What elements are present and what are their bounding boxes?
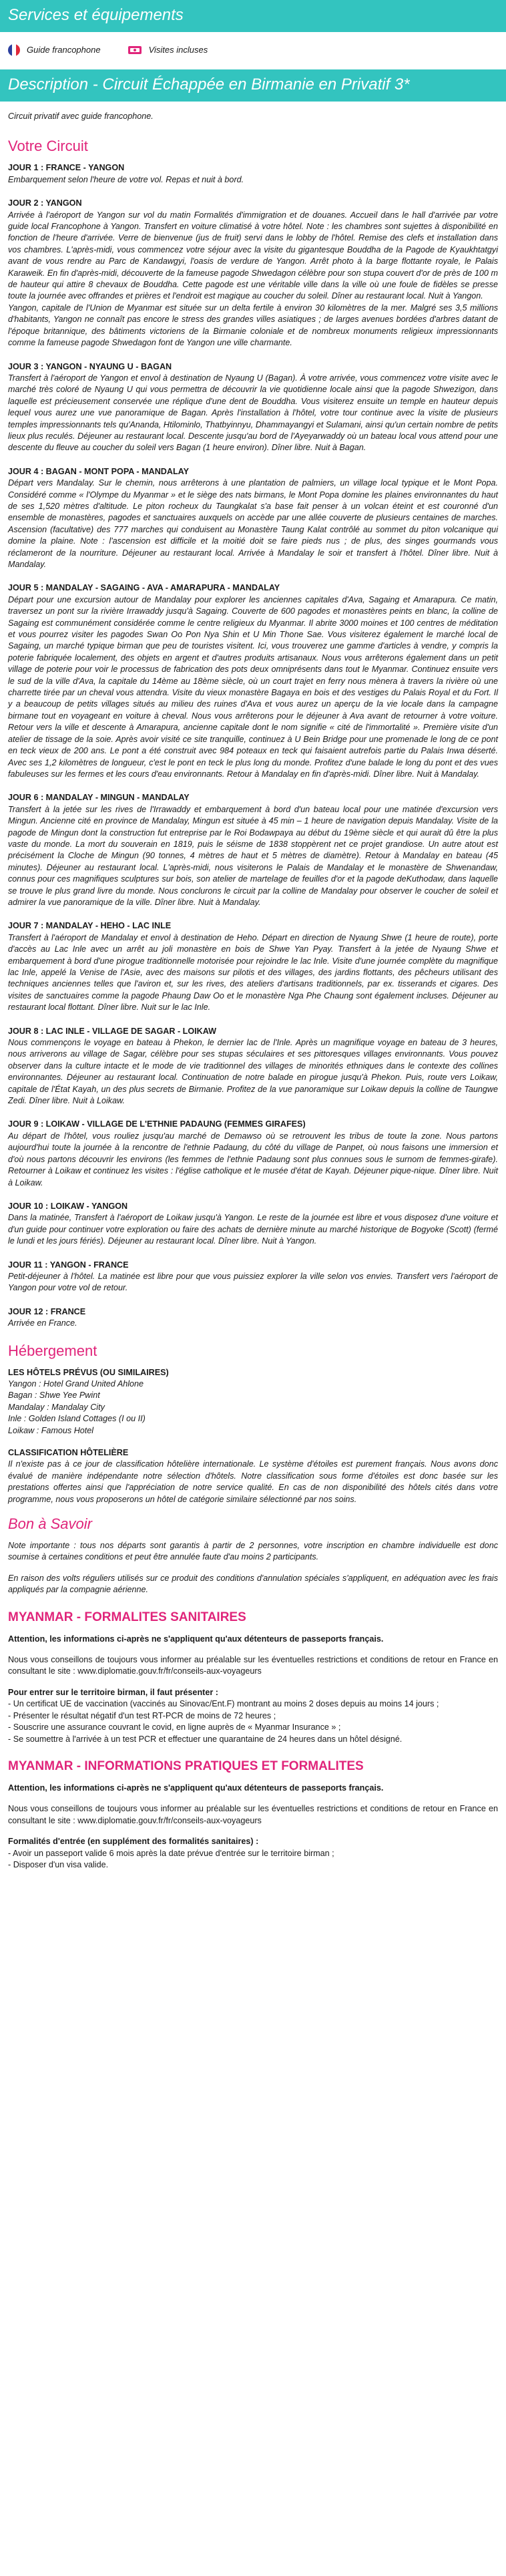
itinerary-day	[8, 466, 498, 571]
info-paragraph: Note importante : tous nos départs sont garantis à partir de 2 personnes, votre inscription en chambre individuelle est donc soumise à certaines conditions et peut être annulée faute d'au moins 2 participants.	[8, 1541, 498, 1562]
day-body: Transfert à l'aéroport de Yangon et envol à destination de Nyaung U (Bagan). À votre arrivée, vous commencez votre visite avec le marché très coloré de Nyaung U qui vous permettra de découvrir la vie quotidienne locale ainsi que la pagode Shwezigon, dans laquelle est précieusement conservée une réplique d'une dent de Bouddha. Vous visiterez ensuite un temple en hauteur depuis lequel vous aurez une vue panoramique de Bagan. Après l'installation à l'hôtel, votre tour continue avec la visite de plusieurs temples impressionnants tels qu'Ananda, Htilominlo, Thatbyinnyu, Dhammayangyi et Sulamani, ainsi qu'un certain nombre de petits lieux plus reculés. Déjeuner au restaurant local. Descente jusqu'au bord de l'Ayeyarwaddy où un bateau local vous attend pour une descente du fleuve au coucher du soleil vers Bagan (1 heure environ). Dîner libre. Nuit à Bagan.	[8, 373, 498, 453]
lodging-title: Hébergement	[8, 1342, 97, 1359]
formalities-list	[8, 1848, 498, 1871]
day-title: JOUR 1 : FRANCE - YANGON	[8, 163, 125, 173]
day-body: Nous commençons le voyage en bateau à Phekon, le dernier lac de l'Inle. Après un magnifique voyage en bateau de 3 heures, nous arriverons au village de Sagar, célèbre pour ses stupas séculaires et ses pittoresques villages environnants. Vous pouvez observer dans la culture intacte et le mode de vie traditionnel des villages de minorités ethniques dans le contexte des collines environnantes. Déjeuner au restaurant local. Continuation de notre balade en pirogue jusqu'à Phekon. Puis, route vers Loikaw, capitale de l'État Kayah, un des plus secrets de Birmanie. Profitez de la vue panoramique sur Loikaw depuis la colline de Taungwe Zedi. Dîner libre. Nuit à Loikaw.	[8, 1038, 498, 1106]
hotel-item: Bagan : Shwe Yee Pwint	[8, 1391, 100, 1401]
itinerary-day	[8, 1119, 498, 1188]
classification-text: Il n'existe pas à ce jour de classification hôtelière internationale. Le système d'étoiles est purement français. Nous avons donc évalué de manière indépendante notre sélection d'hôtels. Notre classification sous forme d'étoiles est donc basée sur les prestations offertes ainsi que l'appréciation de notre service qualité. En cas de non disponibilité des hôtels cités dans votre programme, nous vous proposerons un hôtel de catégorie similaire sélectionné par nos soins.	[8, 1459, 498, 1504]
hotel-item: Yangon : Hotel Grand United Ahlone	[8, 1378, 144, 1389]
formalities-heading: Formalités d'entrée (en supplément des formalités sanitaires) :	[8, 1837, 259, 1847]
hotel-list	[8, 1367, 498, 1437]
french-flag-icon	[8, 44, 20, 56]
day-body: Embarquement selon l'heure de votre vol. Repas et nuit à bord.	[8, 174, 244, 184]
info-paragraph: En raison des volts réguliers utilisés sur ce produit des conditions d'annulation spéciales s'appliquent, en adéquation avec les frais appliqués par la compagnie aérienne.	[8, 1573, 498, 1595]
services-section	[0, 0, 506, 69]
services-row	[0, 32, 506, 69]
itinerary-day	[8, 1306, 498, 1330]
list-item: - Présenter le résultat négatif d'un test RT-PCR de moins de 72 heures ;	[8, 1710, 498, 1722]
day-body: Transfert à l'aéroport de Mandalay et envol à destination de Heho. Départ en direction de Nyaung Shwe (1 heure de route), porte d'accès au Lac Inle avec un arrêt au joli monastère en bois de Shwe Yan Pyay. Transfert à la jetée de Nyaung Shwe et embarquement à bord d'une pirogue traditionnelle motorisée pour rejoindre le lac Inle. Visite d'une journée complète du magnifique lac Inle, appelé la Venise de l'Asie, avec des maisons sur pilotis et des villages, des jardins flottants, des pêcheurs utilisant des techniques anciennes telles que l'aviron et, sur les rives, des ateliers d'artisans traditionnels, par ex. tisserands et cigares. Des visites de sanctuaires comme la pagode Phaung Daw Oo et le monastère Nga Phe Chaung sont également incluses. Déjeuner au restaurant local flottant. Dîner libre. Nuit sur le lac Inle.	[8, 932, 498, 1013]
list-item: - Disposer d'un visa valide.	[8, 1859, 498, 1871]
day-title: JOUR 11 : YANGON - FRANCE	[8, 1260, 129, 1270]
practical-advice: Nous vous conseillons de toujours vous informer au préalable sur les éventuelles restrictions et conditions de retour en France en consultant le site : www.diplomatie.gouv.fr/fr/conseils-aux-voyageurs	[8, 1804, 498, 1825]
classification-heading: CLASSIFICATION HÔTELIÈRE	[8, 1448, 129, 1457]
day-body: Départ pour une excursion autour de Mandalay pour explorer les anciennes capitales d'Ava, Sagaing et Amarapura. Ce matin, traversez un pont sur la rivière Irrawaddy jusqu'à Sagaing. Couverte de 600 pagodes et monastères peints en blanc, la colline de Sagaing est communément considérée comme le centre religieux du Myanmar. Il abrite 3000 moines et 100 centres de méditation et vous pourrez visiter les pagodes Swan Oo Pon Nya Shin et U Min Thone Sae. Vous visiterez également le marché local de Sagaing, un marché typique birman que peu de touristes visitent. Ici, vous trouverez une gamme d'articles à vendre, y compris la poterie fabriquée localement, des objets en argent et d'autres produits artisanaux. Nous vous arrêterons également dans un petit village de poterie pour voir le processus de fabrication des pots deux omniprésents dans tout le Myanmar. Continuez ensuite vers le sud de la ville d'Ava, la capitale du 14ème au 18ème siècle, où un court trajet en ferry nous mènera à travers la rivière où une charrette tirée par un cheval vous attendra. Visite du vieux monastère Bagaya en bois et des vestiges du Palais Royal et du Fort. Il y a beaucoup de petits villages situés au milieu des ruines d'Ava et vous aurez un aperçu de la vie locale dans la campagne birmane tout en voyageant en voiture à cheval. Nous vous arrêterons pour le déjeuner à Ava avant de retourner à votre voiture. Retour vers la ville et descente à Amarapura, ancienne capitale dont le nom signifie « cité de l'immortalité ». Première visite d'un atelier de tissage de la soie. Après avoir visité ce site tranquille, continuez à U Bein Bridge pour une promenade le long de ce pont en teck vieux de 200 ans. Le pont a été construit avec 984 poteaux en teck qui faisaient autrefois partie du Palais Inwa déserté. Avec ses 1,2 kilomètres de longueur, c'est le pont en teck le plus long du monde. Profitez d'une balade le long du pont et des vues fabuleuses sur les fermes et les cours d'eau environnants. Retour à Mandalay en fin d'après-midi. Dîner libre. Nuit à Mandalay.	[8, 594, 498, 779]
hotel-item: Inle : Golden Island Cottages (I ou II)	[8, 1414, 146, 1424]
service-label: Guide francophone	[27, 45, 101, 55]
hotel-item: Mandalay : Mandalay City	[8, 1402, 105, 1412]
itinerary-title: Votre Circuit	[8, 138, 88, 155]
day-title: JOUR 4 : BAGAN - MONT POPA - MANDALAY	[8, 466, 190, 476]
day-body: Transfert à la jetée sur les rives de l'Irrawaddy et embarquement à bord d'un bateau local pour une matinée d'excursion vers Mingun. Ancienne cité en province de Mandalay, Mingun est située à 45 min – 1 heure de navigation depuis Mandalay. Visite de la pagode de Mingun dont la construction fut entreprise par le Roi Bodawpaya au début du 19ème siècle et qui aurait dû être la plus vaste du monde. La mort du souverain en 1819, puis le séisme de 1838 stoppèrent net ce projet grandiose. Un autre atout est précisément la Cloche de Mingun (90 tonnes, 4 mètres de haut et 5 mètres de diamètre). Retour à Mandalay en bateau (45 minutes). Déjeuner au restaurant local. L'après-midi, nous visiterons le Palais de Mandalay et le monastère de Shwenandaw, connus pour ces magnifiques sculptures sur bois, son atelier de martelage de feuilles d'or et la pagode deKuthodaw, dans laquelle se trouve le plus grand livre du monde. Nous conclurons le circuit par la colline de Mandalay pour observer le coucher de soleil et admirer la vue panoramique de la ville. Dîner libre. Nuit à Mandalay.	[8, 804, 498, 907]
itinerary-day	[8, 198, 498, 349]
hotel-item: Loikaw : Famous Hotel	[8, 1425, 94, 1435]
itinerary-day	[8, 582, 498, 780]
entry-list	[8, 1698, 498, 1745]
itinerary-day	[8, 162, 498, 186]
main-content	[0, 111, 506, 1871]
intro-text: Circuit privatif avec guide francophone.	[8, 112, 154, 121]
visit-ticket-icon	[128, 44, 142, 56]
health-warning: Attention, les informations ci-après ne s'appliquent qu'aux détenteurs de passeports français.	[8, 1634, 384, 1644]
day-body: Arrivée à l'aéroport de Yangon sur vol du matin Formalités d'immigration et de douanes. Accueil dans le hall d'arrivée par votre guide local Francophone à Yangon. Transfert en voiture climatisé à votre hôtel. Note : les chambres sont sujettes à disponibilité en fonction de l'heure d'arrivée. Verre de bienvenue (jus de fruit) servi dans le lobby de l'hôtel. Remise des clefs et installation dans vos chambres. L'après-midi, vous commencez votre séjour avec la visite du gigantesque Bouddha de la Pagode de Kyaukhtatgyi avant de vous rendre au Parc de Kandawgyi, l'oasis de verdure de Yangon. Arrêt photo à la barge flottante royale, le Palais Karaweik. En fin d'après-midi, découverte de la fameuse pagode Shwedagon célèbre pour son stupa couvert d'or de près de 100 m de hauteur qui attire 8 chevaux de Bouddha. Cette pagode est une véritable ville dans la ville où une foule de fidèles se presse toute la journée avec offrandes et prières et l'endroit est magique au coucher du soleil. Dîner au restaurant local. Nuit à Yangon. Yangon, capitale de l'Union de Myanmar est située sur un delta fertile à environ 30 kilomètres de la mer. Malgré ses 3,5 millions d'habitants, Yangon ne connaît pas encore le stress des grandes villes asiatiques ; de larges avenues bordées d'arbres datant de l'époque britannique, des bâtiments victoriens de la Birmanie coloniale et de nombreux monuments religieux impressionnants comme la fameuse pagode Shwedagon font de Yangon une ville charmante.	[8, 210, 498, 348]
day-body: Arrivée en France.	[8, 1318, 77, 1328]
health-title: MYANMAR - FORMALITES SANITAIRES	[8, 1610, 246, 1624]
itinerary-days	[8, 162, 498, 1329]
list-item: - Se soumettre à l'arrivée à un test PCR et effectuer une quarantaine de 24 heures dans un hôtel désigné.	[8, 1734, 498, 1745]
health-advice: Nous vous conseillons de toujours vous informer au préalable sur les éventuelles restrictions et conditions de retour en France en consultant le site : www.diplomatie.gouv.fr/fr/conseils-aux-voyageurs	[8, 1655, 498, 1676]
hotel-list-heading: LES HÔTELS PRÉVUS (OU SIMILAIRES)	[8, 1367, 169, 1377]
day-title: JOUR 6 : MANDALAY - MINGUN - MANDALAY	[8, 793, 190, 803]
service-item-visits	[128, 44, 208, 56]
day-title: JOUR 2 : YANGON	[8, 198, 82, 208]
day-body: Au départ de l'hôtel, vous rouliez jusqu'au marché de Demawso où se retrouvent les tribus de toute la zone. Nous partons aujourd'hui toute la journée à la rencontre de l'ethnie Padaung, du côté du village de Panpet, où nous faisons une immersion et d'où nous partons découvrir les environs (les femmes de l'ethnie Padaung sont plus connues sous le surnom de femmes-girafe). Retourner à Loikaw et continuez les visites : l'église catholique et le musée d'état de Kayah. Déjeuner pique-nique. Dîner libre. Nuit à Loikaw.	[8, 1131, 498, 1187]
itinerary-day	[8, 361, 498, 454]
list-item: - Souscrire une assurance couvrant le covid, en ligne auprès de « Myanmar Insurance » ;	[8, 1722, 498, 1733]
day-body: Petit-déjeuner à l'hôtel. La matinée est libre pour que vous puissiez explorer la ville selon vos envies. Transfert vers l'aéroport de Yangon pour votre vol de retour.	[8, 1271, 498, 1293]
day-title: JOUR 3 : YANGON - NYAUNG U - BAGAN	[8, 361, 172, 371]
practical-title: MYANMAR - INFORMATIONS PRATIQUES ET FORMALITES	[8, 1759, 364, 1773]
entry-heading: Pour entrer sur le territoire birman, il faut présenter :	[8, 1687, 218, 1697]
day-title: JOUR 10 : LOIKAW - YANGON	[8, 1201, 128, 1211]
list-item: - Un certificat UE de vaccination (vaccinés au Sinovac/Ent.F) montrant au moins 2 doses depuis au moins 14 jours ;	[8, 1698, 498, 1710]
itinerary-day	[8, 792, 498, 908]
day-title: JOUR 8 : LAC INLE - VILLAGE DE SAGAR - LOIKAW	[8, 1026, 217, 1036]
day-body: Départ vers Mandalay. Sur le chemin, nous arrêterons à une plantation de palmiers, un village local typique et le Mont Popa. Considéré comme « l'Olympe du Myanmar » et le siège des nats birmans, le Mont Popa domine les plaines environnantes du haut de ses 1,520 mètres d'altitude. Le piton rocheux du Taungkalat s'a base fait penser à un volcan éteint et est couronné d'un ensemble de monastères, pagodes et sanctuaires auxquels on accède par une allée couverte de plusieurs centaines de marches. Ascension (facultative) des 777 marches qui conduisent au Monastère Taung Kalat contrôlé au sommet du piton volcanique qui domine la plaine. Note : l'ascension est difficile et la moitié doit se faire pieds nus ; de plus, des singes gourmands vous réclameront de la nourriture. Déjeuner au restaurant local. Arrivée à Mandalay le soir et transfert à l'hôtel. Dîner libre. Nuit à Mandalay.	[8, 478, 498, 569]
itinerary-day	[8, 920, 498, 1013]
service-item-guide	[8, 44, 101, 56]
practical-warning: Attention, les informations ci-après ne s'appliquent qu'aux détenteurs de passeports français.	[8, 1783, 384, 1793]
day-title: JOUR 5 : MANDALAY - SAGAING - AVA - AMARAPURA - MANDALAY	[8, 583, 280, 593]
day-body: Dans la matinée, Transfert à l'aéroport de Loikaw jusqu'à Yangon. Le reste de la journée est libre et vous disposez d'une voiture et d'un guide pour continuer votre exploration ou faire des achats de dernière minute au marché historique de Bogyoke (Scott) (fermé le lundi et les jours fériés). Déjeuner au restaurant local. Dîner libre. Nuit à Yangon.	[8, 1213, 498, 1246]
service-label: Visites incluses	[148, 45, 208, 55]
services-title: Services et équipements	[0, 0, 506, 32]
description-title: Description - Circuit Échappée en Birmanie en Privatif 3*	[0, 69, 506, 102]
itinerary-day	[8, 1201, 498, 1248]
itinerary-day	[8, 1260, 498, 1294]
itinerary-day	[8, 1026, 498, 1107]
classification-block	[8, 1447, 498, 1505]
list-item: - Avoir un passeport valide 6 mois après la date prévue d'entrée sur le territoire birman ;	[8, 1848, 498, 1859]
info-title: Bon à Savoir	[8, 1515, 92, 1533]
day-title: JOUR 7 : MANDALAY - HEHO - LAC INLE	[8, 921, 172, 931]
day-title: JOUR 9 : LOIKAW - VILLAGE DE L'ETHNIE PADAUNG (FEMMES GIRAFES)	[8, 1119, 306, 1129]
day-title: JOUR 12 : FRANCE	[8, 1306, 86, 1316]
